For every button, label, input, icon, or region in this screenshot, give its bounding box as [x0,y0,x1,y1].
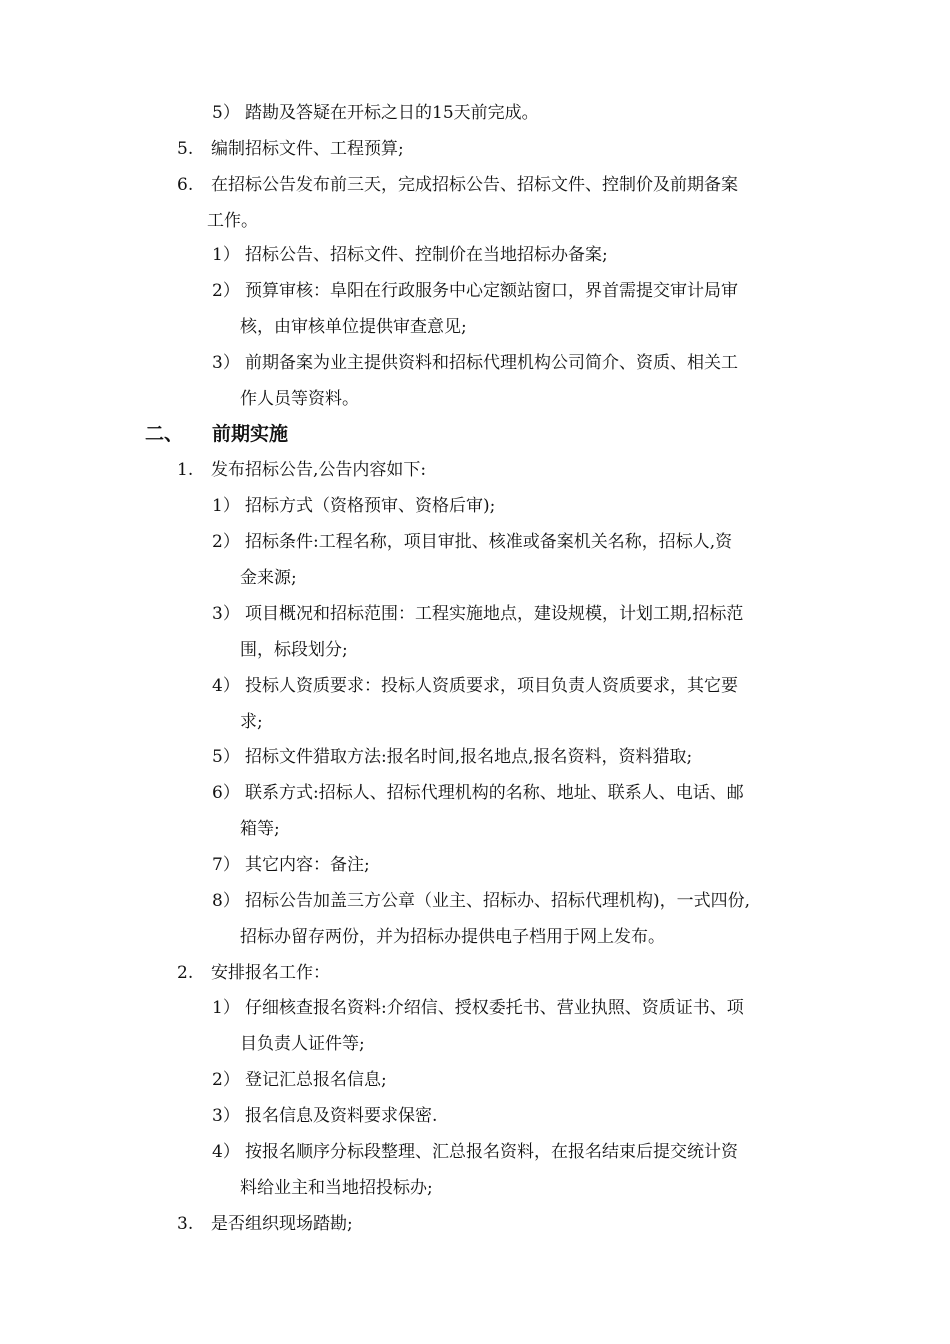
list-item-line [177,458,426,482]
item-text: 安排报名工作： [211,963,330,983]
list-item-line [212,279,738,303]
continuation-line [240,387,359,411]
heading-text: 前期实施 [212,423,289,445]
list-item-line [212,1140,738,1164]
item-text: 围，标段划分; [240,640,348,660]
continuation-line [240,817,280,841]
continuation-line [240,925,665,949]
item-text: 编制招标文件、工程预算; [211,139,404,159]
item-text: 登记汇总报名信息; [245,1070,387,1090]
item-number: 2） [212,281,240,301]
item-number: 5） [212,747,240,767]
item-text: 招标条件:工程名称，项目审批、核准或备案机关名称，招标人,资 [245,532,733,552]
item-text: 核，由审核单位提供审查意见; [240,317,467,337]
item-text: 踏勘及答疑在开标之日的15天前完成。 [245,103,539,123]
item-number: 2. [177,963,194,983]
item-text: 招标方式（资格预审、资格后审); [245,496,496,516]
item-text: 仔细核查报名资料:介绍信、授权委托书、营业执照、资质证书、项 [245,998,744,1018]
item-number: 2） [212,532,240,552]
list-item-line [177,173,738,197]
list-item-line [212,494,495,518]
list-item-line [212,674,738,698]
section-heading [145,422,288,446]
item-number: 5. [177,139,194,159]
item-text: 在招标公告发布前三天，完成招标公告、招标文件、控制价及前期备案 [211,175,738,195]
heading-number: 二、 [145,423,184,445]
item-number: 1） [212,998,240,1018]
item-number: 1） [212,496,240,516]
list-item-line [212,530,732,554]
item-text: 金来源; [240,568,297,588]
continuation-line [240,1032,365,1056]
item-number: 3. [177,1214,194,1234]
item-number: 1. [177,460,194,480]
continuation-line [207,209,258,233]
item-number: 7） [212,855,240,875]
item-text: 发布招标公告,公告内容如下: [211,460,427,480]
list-item-line [212,889,750,913]
continuation-line [240,710,263,734]
item-text: 招标文件猎取方法:报名时间,报名地点,报名资料，资料猎取; [245,747,693,767]
list-item-line [212,781,744,805]
item-text: 前期备案为业主提供资料和招标代理机构公司简介、资质、相关工 [245,353,738,373]
item-number: 5） [212,103,240,123]
item-text: 料给业主和当地招投标办; [240,1178,433,1198]
item-text: 招标办留存两份，并为招标办提供电子档用于网上发布。 [240,927,665,947]
continuation-line [240,638,348,662]
item-text: 按报名顺序分标段整理、汇总报名资料，在报名结束后提交统计资 [245,1142,738,1162]
item-number: 3） [212,1106,240,1126]
item-number: 2） [212,1070,240,1090]
item-number: 1） [212,245,240,265]
item-text: 是否组织现场踏勘; [211,1214,353,1234]
list-item-line [212,602,743,626]
item-text: 工作。 [207,211,258,231]
continuation-line [240,1176,433,1200]
list-item-line [212,745,692,769]
list-item-line [212,1068,387,1092]
list-item-line [212,101,539,125]
item-text: 投标人资质要求：投标人资质要求，项目负责人资质要求，其它要 [245,676,738,696]
item-number: 6. [177,175,194,195]
continuation-line [240,315,467,339]
list-item-line [212,243,608,267]
item-number: 8） [212,891,240,911]
item-number: 3） [212,353,240,373]
item-text: 目负责人证件等; [240,1034,365,1054]
item-text: 招标公告加盖三方公章（业主、招标办、招标代理机构)，一式四份, [245,891,751,911]
item-text: 报名信息及资料要求保密. [245,1106,438,1126]
item-text: 求; [240,712,263,732]
item-number: 3） [212,604,240,624]
item-number: 4） [212,1142,240,1162]
item-text: 项目概况和招标范围：工程实施地点，建设规模，计划工期,招标范 [245,604,744,624]
item-text: 预算审核：阜阳在行政服务中心定额站窗口，界首需提交审计局审 [245,281,738,301]
list-item-line [212,1104,437,1128]
item-text: 招标公告、招标文件、控制价在当地招标办备案; [245,245,608,265]
item-text: 联系方式:招标人、招标代理机构的名称、地址、联系人、电话、邮 [245,783,744,803]
list-item-line [212,351,738,375]
list-item-line [177,961,330,985]
item-number: 4） [212,676,240,696]
item-number: 6） [212,783,240,803]
list-item-line [177,1212,353,1236]
list-item-line [177,137,404,161]
list-item-line [212,996,744,1020]
item-text: 其它内容：备注; [245,855,370,875]
continuation-line [240,566,297,590]
item-text: 作人员等资料。 [240,389,359,409]
list-item-line [212,853,370,877]
item-text: 箱等; [240,819,280,839]
